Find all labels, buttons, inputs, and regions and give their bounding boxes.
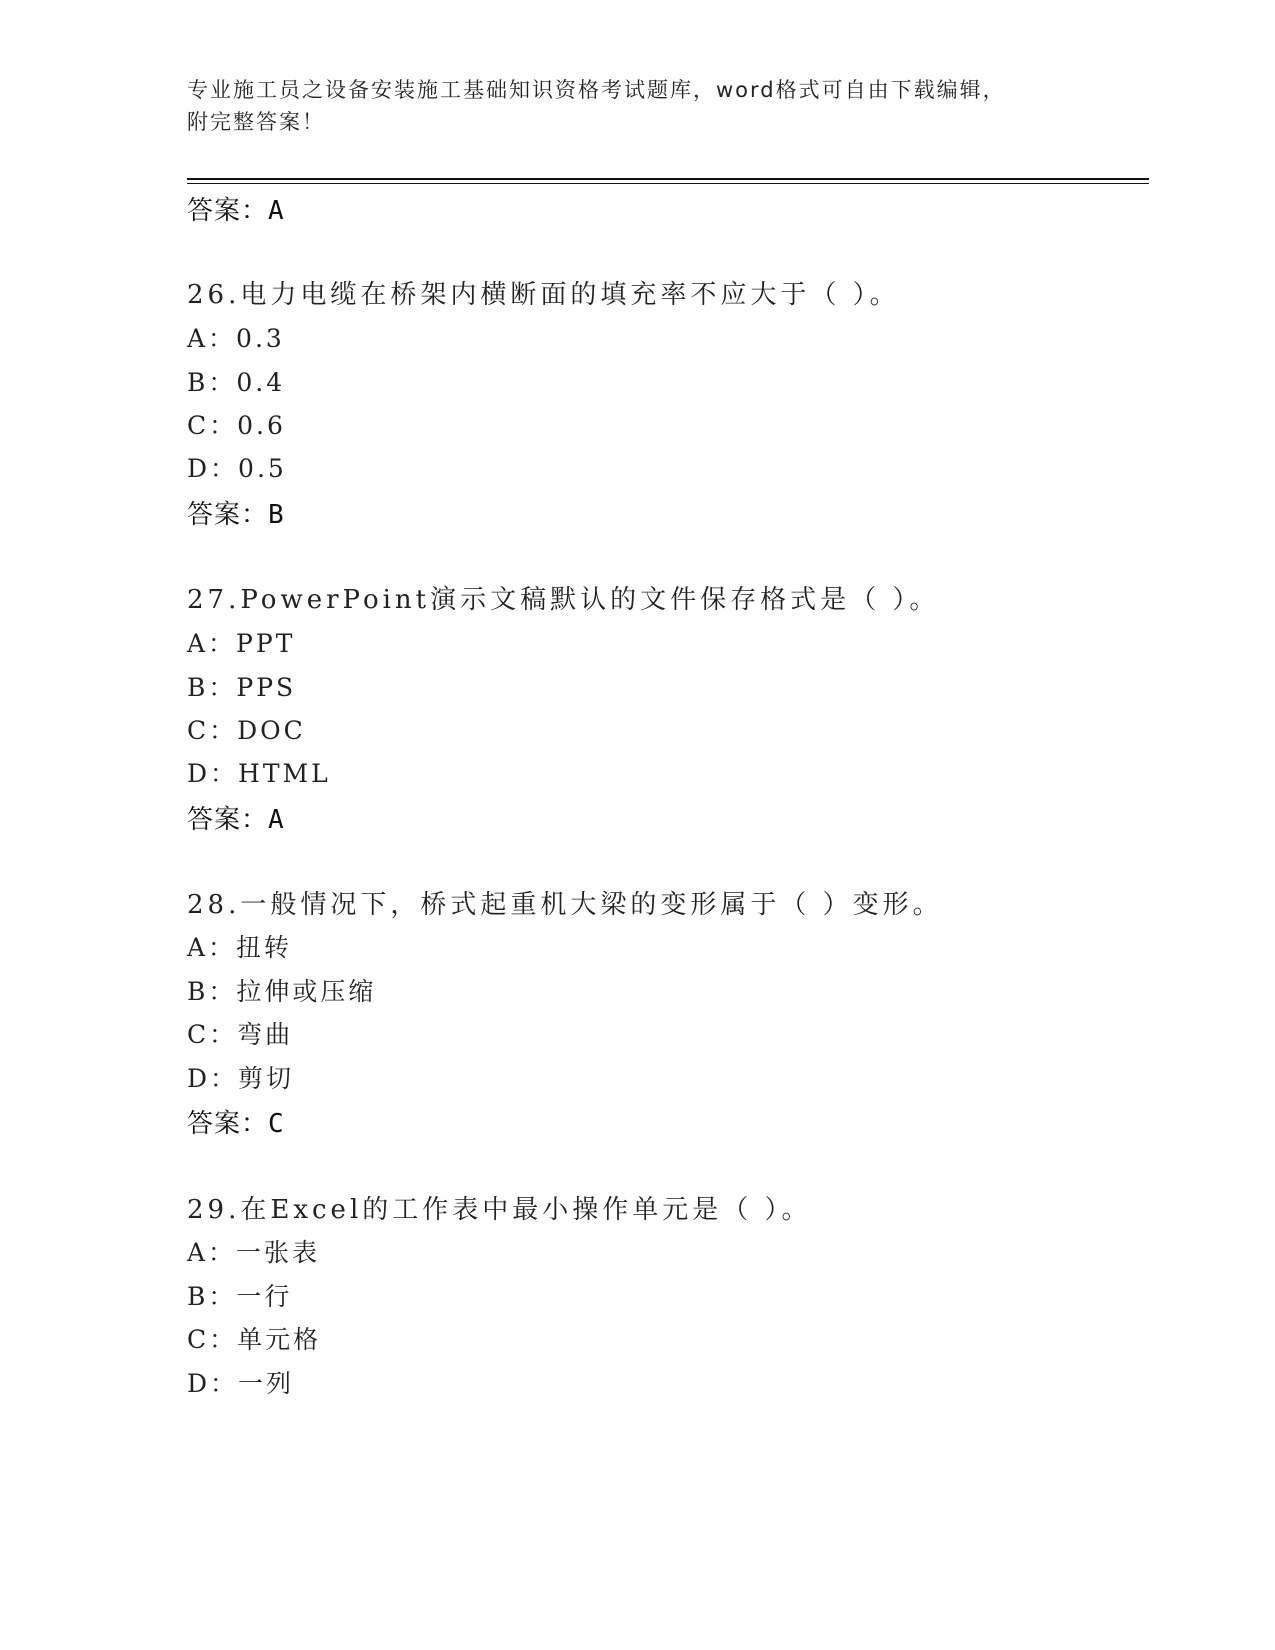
answer-value: B bbox=[268, 500, 285, 530]
answer-value: A bbox=[268, 196, 285, 226]
answer-label: 答案： bbox=[187, 805, 269, 835]
answer-label: 答案： bbox=[187, 500, 269, 530]
answer-line bbox=[187, 799, 285, 836]
option-c: C：0.6 bbox=[187, 411, 286, 440]
option-d: D：剪切 bbox=[187, 1064, 295, 1093]
question-text: 29.在Excel的工作表中最小操作单元是（ ）。 bbox=[187, 1195, 812, 1225]
header-divider-thick bbox=[187, 178, 1149, 180]
header-line-2: 附完整答案！ bbox=[187, 110, 325, 134]
answer-line bbox=[187, 494, 285, 531]
option-a: A：一张表 bbox=[187, 1238, 321, 1267]
question-text: 26.电力电缆在桥架内横断面的填充率不应大于（ ）。 bbox=[187, 280, 900, 310]
question-text: 28.一般情况下，桥式起重机大梁的变形属于（ ）变形。 bbox=[187, 890, 943, 920]
question-text: 27.PowerPoint演示文稿默认的文件保存格式是（ ）。 bbox=[187, 585, 940, 615]
option-a: A：PPT bbox=[187, 629, 296, 658]
option-b: B：拉伸或压缩 bbox=[187, 977, 377, 1006]
option-d: D：一列 bbox=[187, 1369, 295, 1398]
option-a: A：0.3 bbox=[187, 324, 285, 353]
answer-line bbox=[187, 190, 285, 227]
option-c: C：DOC bbox=[187, 716, 306, 745]
option-d: D：0.5 bbox=[187, 454, 287, 483]
option-c: C：弯曲 bbox=[187, 1020, 294, 1049]
answer-line bbox=[187, 1103, 285, 1140]
option-b: B：PPS bbox=[187, 673, 297, 702]
option-b: B：0.4 bbox=[187, 368, 286, 397]
option-c: C：单元格 bbox=[187, 1325, 322, 1354]
document-header bbox=[187, 74, 1067, 138]
answer-label: 答案： bbox=[187, 196, 269, 226]
option-b: B：一行 bbox=[187, 1282, 293, 1311]
option-a: A：扭转 bbox=[187, 933, 293, 962]
answer-value: A bbox=[268, 805, 285, 835]
answer-label: 答案： bbox=[187, 1109, 269, 1139]
header-line-1: 专业施工员之设备安装施工基础知识资格考试题库，word格式可自由下载编辑， bbox=[187, 78, 1006, 102]
option-d: D：HTML bbox=[187, 759, 331, 788]
header-divider-thin bbox=[187, 183, 1149, 184]
answer-value: C bbox=[268, 1109, 285, 1139]
